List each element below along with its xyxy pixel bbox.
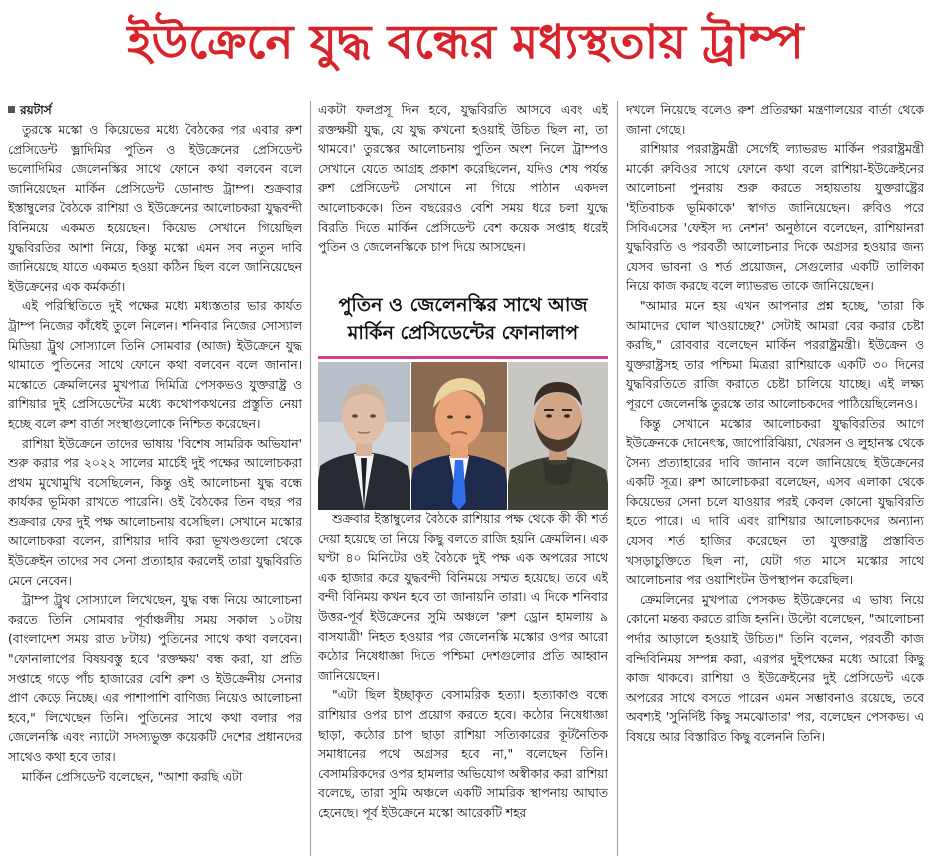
paragraph: দখলে নিয়েছে বলেও রুশ প্রতিরক্ষা মন্ত্রণালয়ের বার্তা থেকে জানা গেছে। (626, 103, 924, 137)
paragraph: ট্রাম্প ট্রুথ সোস্যালে লিখেছেন, যুদ্ধ বন্ধ নিয়ে আলোচনা করতে তিনি সোমবার পূর্বাঞ্চলীয় সময় সকাল ১০টায় (বাংলাদেশ সময় রাত ৮টায়) পুতিনের সাথে কথা বলবেন। "ফোনালাপের বিষয়বস্তু হবে 'রক্তক্ষয়' বন্ধ করা, যা প্রতি সপ্তাহে গড়ে পাঁচ হাজারের বেশি রুশ ও ইউক্রেনীয় সেনার প্রাণ কেড়ে নিচ্ছে। এর পাশাপাশি বাণিজ্য নিয়েও আলোচনা হবে," লিখেছেন তিনি। পুতিনের সাথে কথা বলার পর জেলেনস্কি এবং ন্যাটো সদস্যভুক্ত কয়েকটি দেশের প্রধানদের সাথেও কথা হবে তার। (8, 593, 302, 764)
headline: ইউক্রেনে যুদ্ধ বন্ধের মধ্যস্থতায় ট্রাম্প (127, 14, 804, 70)
paragraph: রাশিয়া ইউক্রেনে তাদের ভাষায় 'বিশেষ সামরিক অভিযান' শুরু করার পর ২০২২ সালের মার্চেই দুই পক্ষের আলোচকরা প্রথম মুখোমুখি বসেছিলেন, কিন্তু ওই আলোচনা যুদ্ধ বন্ধে কার্যকর ভূমিকা রাখতে পারেনি। ওই বৈঠকের তিন বছর পর শুক্রবার ফের দুই পক্ষ আলোচনায় বসেছিল। সেখানে মস্কোর আলোচকরা বলেন, রাশিয়ার দাবি করা ভূখণ্ডগুলো থেকে ইউক্রেইন তাদের সব সেনা প্রত্যাহার করলেই তারা যুদ্ধবিরতি মেনে নেবেন। (8, 436, 302, 588)
bullet-square-icon (8, 106, 15, 113)
paragraph: শুক্রবার ইস্তাম্বুলের বৈঠকে রাশিয়ার পক্ষ থেকে কী কী শর্ত দেয়া হয়েছে তা নিয়ে কিছু বলতে রাজি হয়নি ক্রেমলিন। এক ঘণ্টা ৪০ মিনিটের ওই বৈঠকে দুই পক্ষ এক অপরের সাথে এক হাজার করে যুদ্ধবন্দী বিনিময়ে সম্মত হয়েছে। তবে এই বন্দী বিনিময় কখন হবে তা জানায়নি তারা। এ দিকে শনিবার উত্তর-পূর্ব ইউক্রেনের সুমি অঞ্চলে 'রুশ ড্রোন হামলায় ৯ বাসযাত্রী' নিহত হওয়ার পর জেলেনস্কি মস্কোর ওপর আরো কঠোর নিষেধাজ্ঞা দিতে পশ্চিমা দেশগুলোর প্রতি আহ্বান জানিয়েছেন। (318, 512, 608, 683)
paragraph: "আমার মনে হয় এখন আপনার প্রশ্ন হচ্ছে, 'তারা কি আমাদের ঘোল খাওয়াচ্ছে?' সেটাই আমরা বের করার চেষ্টা করছি," রোববার বলেছেন মার্কিন পররাষ্ট্রমন্ত্রী। ইউক্রেন ও যুক্তরাষ্ট্রসহ তার পশ্চিমা মিত্ররা রাশিয়াকে একটি ৩০ দিনের যুদ্ধবিরতিতে রাজি করাতে চেষ্টা চালিয়ে যাচ্ছে। এই লক্ষ্য পূরণে জেলেনস্কি তুরস্কে তার আলোচকদের পাঠিয়েছিলেনও। (626, 298, 924, 411)
paragraph: "এটা ছিল ইচ্ছাকৃত বেসামরিক হত্যা। হত্যাকাণ্ড বন্ধে রাশিয়ার ওপর চাপ প্রয়োগ করতে হবে। কঠোর নিষেধাজ্ঞা ছাড়া, কঠোর চাপ ছাড়া রাশিয়া সত্যিকারের কূটনৈতিক সমাধানের পথে অগ্রসর হবে না," বলেছেন তিনি। বেসামরিকদের ওপর হামলার অভিযোগ অস্বীকার করা রাশিয়া বলেছে, তারা সুমি অঞ্চলে একটি সামরিক স্থাপনায় আঘাত হেনেছে। পূর্ব ইউক্রেনে মস্কো আরেকটি শহর (318, 688, 608, 820)
byline (8, 101, 302, 119)
byline-text: রয়টার্স (20, 103, 52, 117)
photo-trump (411, 362, 507, 510)
paragraph: ক্রেমলিনের মুখপাত্র পেসকভ ইউক্রেনের এ ভাষ্য নিয়ে কোনো মন্তব্য করতে রাজি হননি। উল্টো বলেছেন, "আলোচনা পর্দার আড়ালে হওয়াই উচিত।" তিনি বলেন, পরবর্তী কাজ বন্দিবিনিময় সম্পন্ন করা, এরপর দুইপক্ষের মধ্যে আরো কিছু কাজ থাকবে। রাশিয়া ও ইউক্রেইনের দুই প্রেসিডেন্ট একে অপরের সাথে বসতে পারেন এমন সম্ভাবনাও রয়েছে, তবে অবশ্যই 'সুনির্দিষ্ট কিছু সমঝোতার' পর, বলেছেন পেসকভ। এ বিষয়ে আর বিস্তারিত কিছু বলেননি তিনি। (626, 592, 924, 744)
article-column-2-top (318, 101, 608, 276)
paragraph: কিন্তু সেখানে মস্কোর আলোচকরা যুদ্ধবিরতির আগে ইউক্রেনকে দোনেৎস্ক, জাপোরিঝিয়া, খেরসন ও লুহানস্ক থেকে সৈন্য প্রত্যাহারের দাবি জানান বলে জানিয়েছে ইউক্রেনের একটি সূত্র। রুশ আলোচকরা বলেছেন, এসব এলাকা থেকে কিয়েভের সেনা চলে যাওয়ার পরই কেবল কোনো যুদ্ধবিরতি হতে পারে। এ দাবি এবং রাশিয়ার আলোচকদের অন্যান্য যেসব শর্ত হাজির করেছেন তা যুক্তরাষ্ট্র প্রস্তাবিত খসড়াচুক্তিতে ছিল না, যেটা গত মাসে মস্কোর সাথে আলোচনার পর ওয়াশিংটন উপস্থাপন করেছিল। (626, 416, 924, 588)
column-rule (617, 101, 618, 856)
paragraph: রাশিয়ার পররাষ্ট্রমন্ত্রী সের্গেই ল্যাভরভ মার্কিন পররাষ্ট্রমন্ত্রী মার্কো রুবিওর সাথে ফোনে কথা বলে রাশিয়া-ইউক্রেইনের আলোচনা পুনরায় শুরু করতে সহায়তায় যুক্তরাষ্ট্রের 'ইতিবাচক ভূমিকাকে' স্বাগত জানিয়েছেন। রুবিও পরে সিবিএসের 'ফেইস দ্য নেশন' অনুষ্ঠানে বলেছেন, রাশিয়ানরা যুদ্ধবিরতি ও পরবর্তী আলোচনার দিকে অগ্রসর হওয়ার জন্য যেসব ভাবনা ও শর্ত প্রয়োজন, সেগুলোর একটি তালিকা নিয়ে কাজ করছে বলে ল্যাভরভ তাকে জানিয়েছেন। (626, 142, 924, 294)
headline-banner (0, 0, 931, 84)
article-column-2-bottom (318, 510, 608, 856)
article-column-1 (8, 101, 302, 856)
subheadline-line-2: মার্কিন প্রেসিডেন্টের ফোনালাপ (347, 322, 579, 344)
subheadline-line-1: পুতিন ও জেলেনস্কির সাথে আজ (338, 294, 588, 316)
subheadline-rule (318, 356, 608, 359)
paragraph: তুরস্কে মস্কো ও কিয়েভের মধ্যে বৈঠকের পর এবার রুশ প্রেসিডেন্ট ভ্লাদিমির পুতিন ও ইউক্রেনের প্রেসিডেন্ট ভলোদিমির জেলেনস্কির সাথে ফোনে কথা বলবেন বলে জানিয়েছেন মার্কিন প্রেসিডেন্ট ডোনাল্ড ট্রাম্প। শুক্রবার ইস্তাম্বুলের বৈঠকে রাশিয়া ও ইউক্রেনের আলোচকরা যুদ্ধবন্দী বিনিময়ে একমত হয়েছেন। কিয়েভ সেখানে গিয়েছিল যুদ্ধবিরতির আশা নিয়ে, কিন্তু মস্কো এমন সব নতুন দাবি জানিয়েছে যাতে একমত হওয়া কঠিন ছিল বলে জানিয়েছেন ইউক্রেনের এক কর্মকর্তা। (8, 123, 302, 294)
photo-putin (318, 362, 410, 510)
paragraph: একটা ফলপ্রসূ দিন হবে, যুদ্ধবিরতি আসবে এবং এই রক্তক্ষয়ী যুদ্ধ, যে যুদ্ধ কখনো হওয়াই উচিত ছিল না, তা থামবে।' তুরস্কের আলোচনায় পুতিন অংশ নিলে ট্রাম্পও সেখানে যেতে আগ্রহ প্রকাশ করেছিলেন, যদিও শেষ পর্যন্ত রুশ প্রেসিডেন্ট সেখানে না গিয়ে পাঠান একদল আলোচককে। তিন বছরেরও বেশি সময় ধরে চলা যুদ্ধে বিরতি দিতে মার্কিন প্রেসিডেন্ট বেশ কয়েক সপ্তাহ ধরেই পুতিন ও জেলেনস্কিকে চাপ দিয়ে আসছেন। (318, 103, 608, 255)
article-column-3 (626, 101, 924, 856)
paragraph: মার্কিন প্রেসিডেন্ট বলেছেন, "আশা করছি এটা (22, 769, 243, 784)
paragraph: এই পরিস্থিতিতে দুই পক্ষের মধ্যে মধ্যস্ততার ভার কার্যত ট্রাম্প নিজের কাঁধেই তুলে নিলেন। শনিবার নিজের সোস্যাল মিডিয়া ট্রুথ সোস্যালে তিনি সোমবার (আজ) ইউক্রেনে যুদ্ধ থামাতে পুতিনের সাথে ফোনে কথা বলবেন বলে জানান। মস্কোতে ক্রেমলিনের মুখপাত্র দিমিত্রি পেসকভও যুক্তরাষ্ট্র ও রাশিয়ার দুই প্রেসিডেন্টের মধ্যে কথোপকথনের প্রস্তুতি নেয়া হচ্ছে বলে রুশ বার্তা সংস্থাগুলোকে নিশ্চিত করেছেন। (8, 299, 302, 431)
column-rule (310, 101, 311, 856)
subheadline-box (318, 284, 608, 354)
photo-zelensky (508, 362, 608, 510)
